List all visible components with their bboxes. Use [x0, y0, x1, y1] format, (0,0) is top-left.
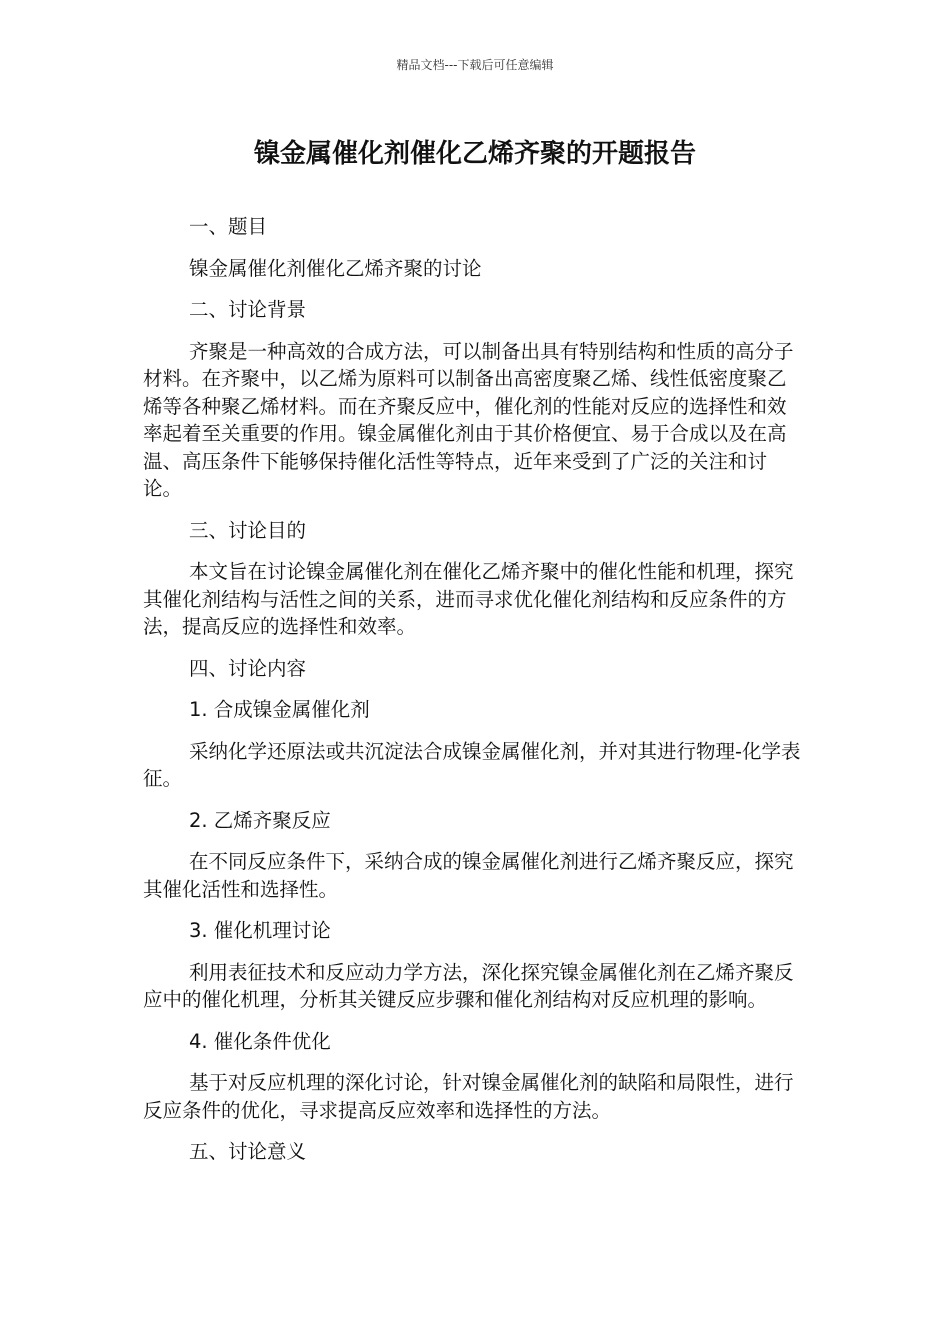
page-header: 精品文档---下载后可任意编辑 — [396, 58, 554, 72]
document-title: 镍金属催化剂催化乙烯齐聚的开题报告 — [253, 139, 696, 169]
synthesis-paragraph: 采纳化学还原法或共沉淀法合成镍金属催化剂，并对其进行物理-化学表征。 — [143, 739, 801, 790]
subheading-optimization: 4. 催化条件优化 — [189, 1029, 331, 1053]
section-heading-topic: 一、题目 — [189, 215, 268, 238]
topic-text: 镍金属催化剂催化乙烯齐聚的讨论 — [189, 256, 482, 280]
section-heading-significance: 五、讨论意义 — [189, 1140, 307, 1163]
oligomerization-paragraph: 在不同反应条件下，采纳合成的镍金属催化剂进行乙烯齐聚反应，探究其催化活性和选择性。 — [143, 850, 794, 901]
background-paragraph: 齐聚是一种高效的合成方法，可以制备出具有特别结构和性质的高分子材料。在齐聚中，以乙烯为原料可以制备出高密度聚乙烯、线性低密度聚乙烯等各种聚乙烯材料。而在齐聚反应中，催化剂的性能对反应的选择性和效率起着至关重要的作用。镍金属催化剂由于其价格便宜、易于合成以及在高温、高压条件下能够保持催化活性等特点，近年来受到了广泛的关注和讨论。 — [143, 339, 794, 500]
optimization-paragraph: 基于对反应机理的深化讨论，针对镍金属催化剂的缺陷和局限性，进行反应条件的优化，寻求提高反应效率和选择性的方法。 — [143, 1071, 794, 1122]
subheading-mechanism: 3. 催化机理讨论 — [189, 919, 331, 942]
subheading-synthesis: 1. 合成镍金属催化剂 — [189, 698, 370, 721]
section-heading-background: 二、讨论背景 — [189, 298, 307, 321]
mechanism-paragraph: 利用表征技术和反应动力学方法，深化探究镍金属催化剂在乙烯齐聚反应中的催化机理，分析其关键反应步骤和催化剂结构对反应机理的影响。 — [143, 960, 794, 1011]
document-body — [143, 213, 803, 1180]
section-heading-purpose: 三、讨论目的 — [189, 518, 307, 542]
subheading-oligomerization: 2. 乙烯齐聚反应 — [189, 808, 331, 832]
purpose-paragraph: 本文旨在讨论镍金属催化剂在催化乙烯齐聚中的催化性能和机理，探究其催化剂结构与活性之间的关系，进而寻求优化催化剂结构和反应条件的方法，提高反应的选择性和效率。 — [143, 560, 794, 638]
section-heading-content: 四、讨论内容 — [189, 656, 307, 680]
